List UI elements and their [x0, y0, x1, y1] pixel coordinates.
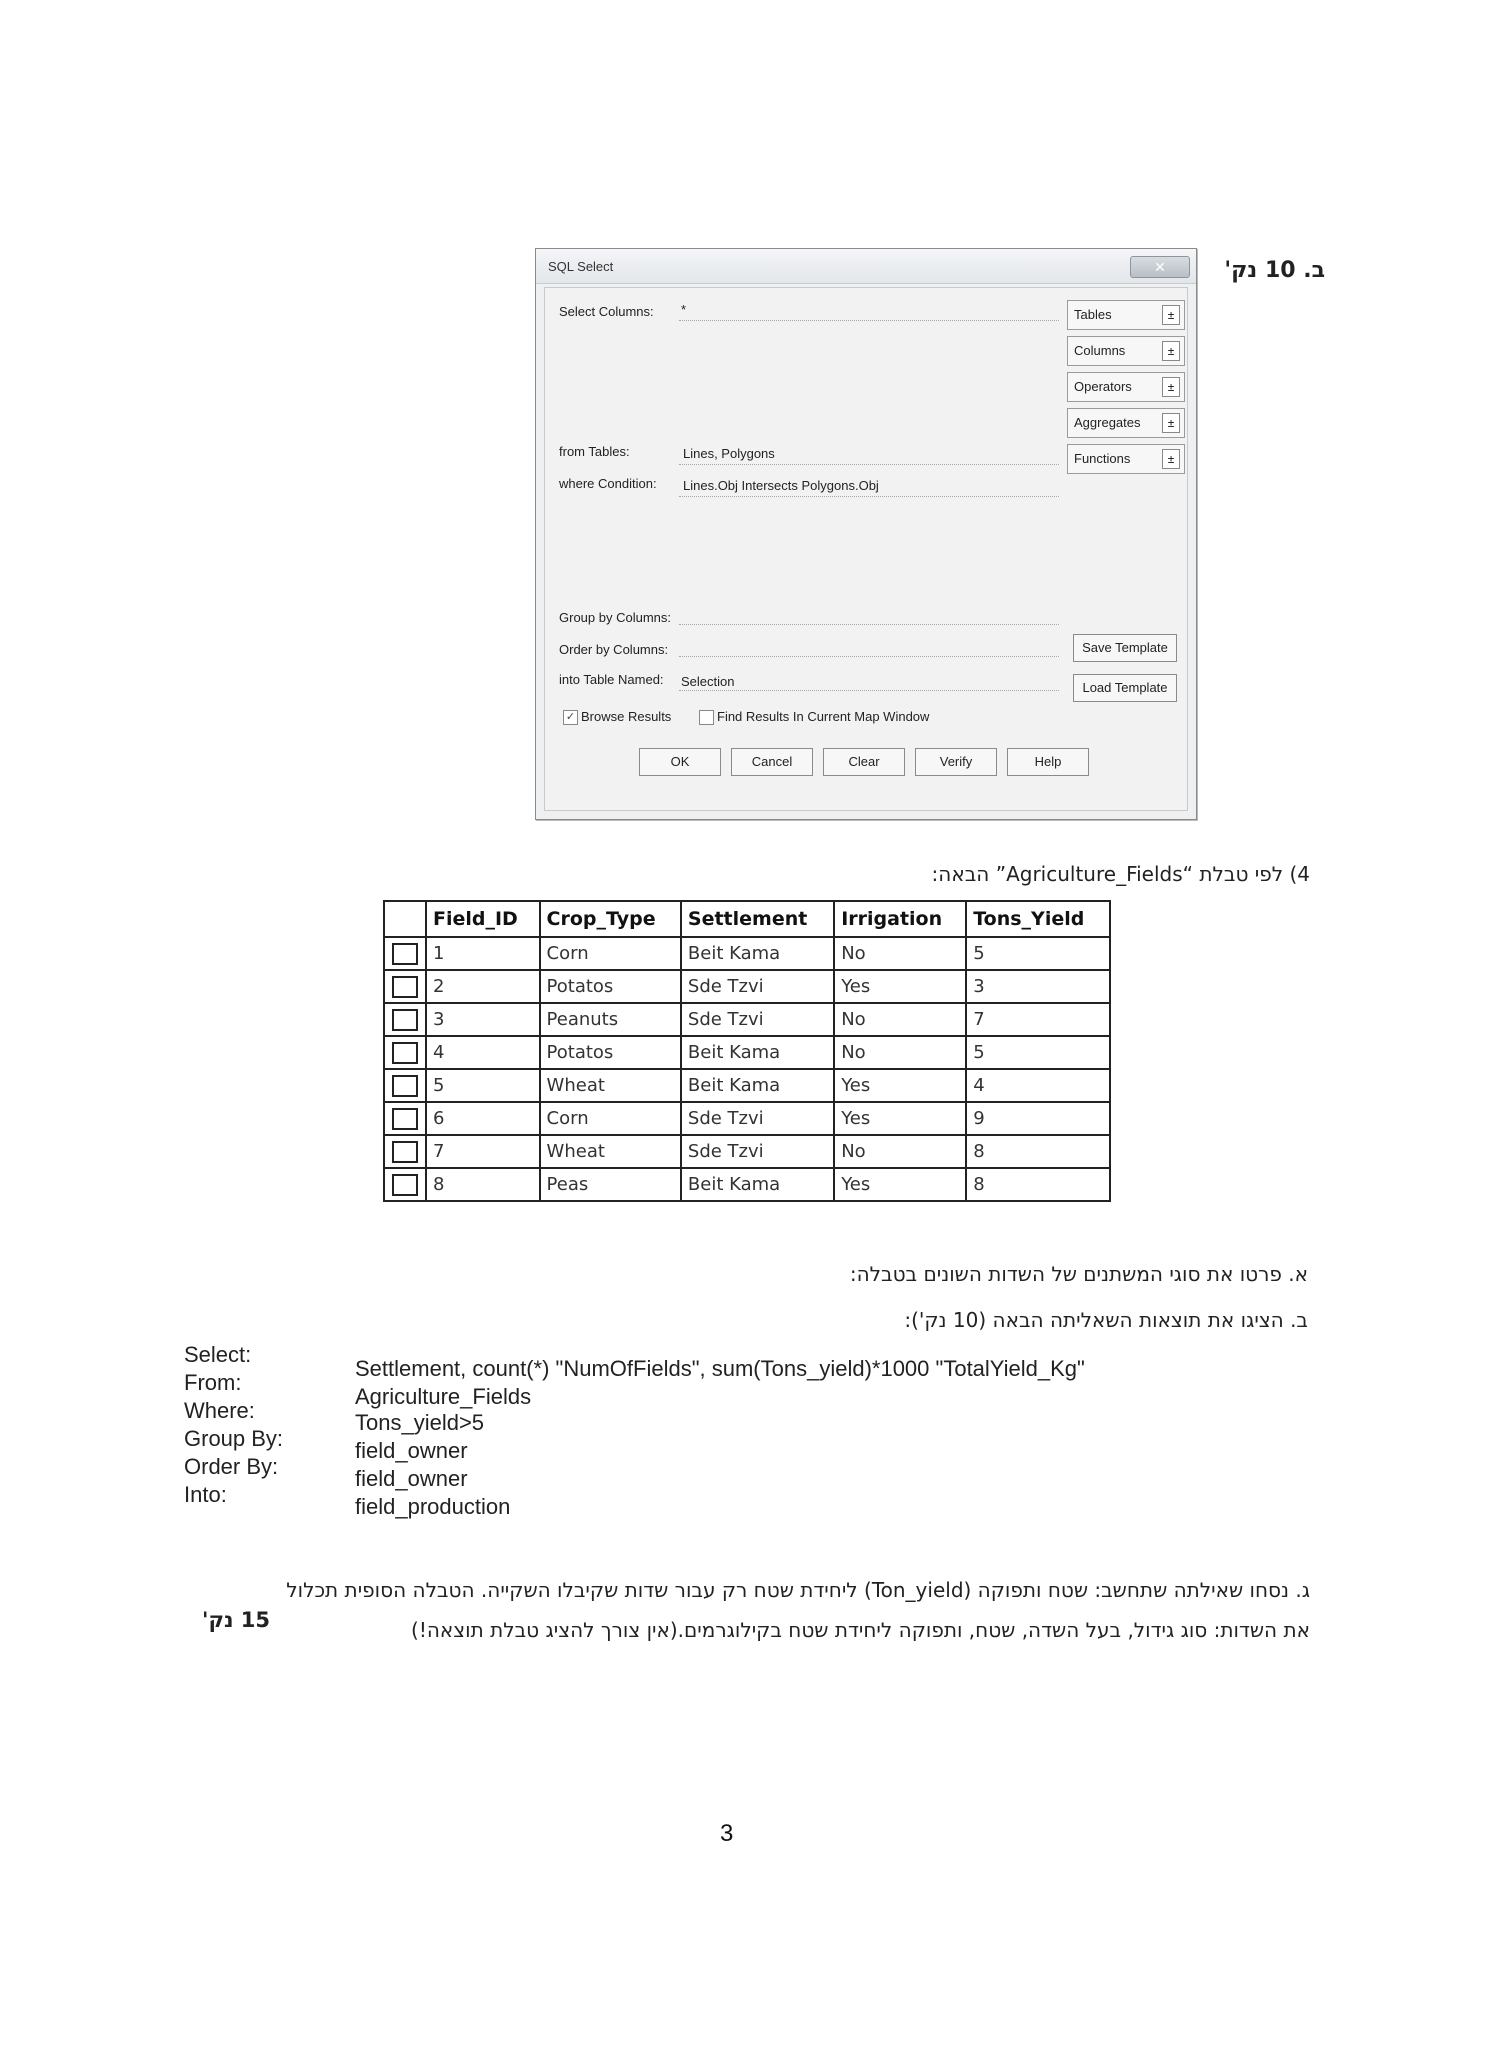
- operators-dropdown[interactable]: [1067, 372, 1185, 402]
- where-condition-underline: [679, 496, 1059, 497]
- aggregates-dropdown[interactable]: [1067, 408, 1185, 438]
- close-icon[interactable]: ✕: [1130, 256, 1190, 278]
- columns-dropdown-label: Columns: [1074, 343, 1126, 358]
- into-table-label: into Table Named:: [559, 672, 664, 687]
- query-from-key: From:: [184, 1370, 242, 1395]
- table-cell: Sde Tzvi: [681, 970, 834, 1003]
- table-cell: 6: [426, 1102, 540, 1135]
- aggregates-dropdown-label: Aggregates: [1074, 415, 1141, 430]
- help-button[interactable]: Help: [1007, 748, 1089, 776]
- table-row: [384, 1036, 1110, 1069]
- table-cell: Yes: [834, 1102, 966, 1135]
- row-selector[interactable]: [384, 1135, 426, 1168]
- cancel-button[interactable]: Cancel: [731, 748, 813, 776]
- select-columns-underline: [679, 320, 1059, 321]
- table-cell: Yes: [834, 970, 966, 1003]
- query-into-key: Into:: [184, 1482, 227, 1507]
- table-cell: 8: [966, 1168, 1110, 1201]
- row-checkbox[interactable]: [392, 1009, 418, 1031]
- into-table-underline: [679, 690, 1059, 691]
- table-row: [384, 937, 1110, 970]
- table-cell: Sde Tzvi: [681, 1102, 834, 1135]
- where-condition-label: where Condition:: [559, 476, 657, 491]
- table-cell: Wheat: [540, 1069, 681, 1102]
- dialog-titlebar: [536, 249, 1196, 284]
- query-groupby-key: Group By:: [184, 1426, 284, 1451]
- table-row: [384, 1069, 1110, 1102]
- table-cell: Corn: [540, 937, 681, 970]
- order-by-label: Order by Columns:: [559, 642, 669, 657]
- table-cell: Sde Tzvi: [681, 1003, 834, 1036]
- column-header: Field_ID: [426, 901, 540, 937]
- where-condition-input[interactable]: Lines.Obj Intersects Polygons.Obj: [683, 478, 879, 493]
- agriculture-fields-table: [383, 900, 1111, 1202]
- table-cell: Sde Tzvi: [681, 1135, 834, 1168]
- into-table-input[interactable]: Selection: [681, 674, 735, 689]
- query-orderby-value: field_owner: [355, 1466, 468, 1491]
- table-cell: 1: [426, 937, 540, 970]
- dropdown-arrow-icon: ±: [1162, 413, 1180, 433]
- question-b: ב. הציגו את תוצאות השאליתה הבאה (10 נק'):: [904, 1308, 1308, 1332]
- question-c-line1: ג. נסחו שאילתה שתחשב: שטח ותפוקה (Ton_yield) ליחידת שטח רק עבור שדות שקיבלו השקייה. הטבלה הסופית תכלול: [286, 1578, 1310, 1602]
- row-selector[interactable]: [384, 1003, 426, 1036]
- row-selector[interactable]: [384, 937, 426, 970]
- table-cell: 4: [966, 1069, 1110, 1102]
- table-cell: Peanuts: [540, 1003, 681, 1036]
- save-template-button[interactable]: Save Template: [1073, 634, 1177, 662]
- from-tables-input[interactable]: Lines, Polygons: [683, 446, 775, 461]
- query-groupby-value: field_owner: [355, 1438, 468, 1463]
- table-cell: Yes: [834, 1168, 966, 1201]
- table-body: [384, 937, 1110, 1201]
- query-into-value: field_production: [355, 1494, 511, 1519]
- column-header: Settlement: [681, 901, 834, 937]
- sql-select-dialog: [535, 248, 1197, 820]
- row-checkbox[interactable]: [392, 1042, 418, 1064]
- table-cell: No: [834, 1135, 966, 1168]
- page-number: 3: [720, 1820, 734, 1847]
- table-cell: Yes: [834, 1069, 966, 1102]
- functions-dropdown[interactable]: [1067, 444, 1185, 474]
- ok-button[interactable]: OK: [639, 748, 721, 776]
- query-select-value: Settlement, count(*) "NumOfFields", sum(Tons_yield)*1000 "TotalYield_Kg": [355, 1356, 1085, 1381]
- from-tables-underline: [679, 464, 1059, 465]
- table-cell: No: [834, 937, 966, 970]
- table-cell: Beit Kama: [681, 937, 834, 970]
- table-cell: Wheat: [540, 1135, 681, 1168]
- table-row: [384, 970, 1110, 1003]
- table-cell: Potatos: [540, 970, 681, 1003]
- table-cell: 3: [426, 1003, 540, 1036]
- query-where-key: Where:: [184, 1398, 255, 1423]
- table-cell: No: [834, 1003, 966, 1036]
- table-row: [384, 1003, 1110, 1036]
- section-b-points: ב. 10 נק': [1224, 258, 1325, 283]
- question-4-intro: 4) לפי טבלת “Agriculture_Fields” הבאה:: [931, 862, 1310, 886]
- dropdown-arrow-icon: ±: [1162, 341, 1180, 361]
- row-checkbox[interactable]: [392, 976, 418, 998]
- row-selector[interactable]: [384, 1069, 426, 1102]
- clear-button[interactable]: Clear: [823, 748, 905, 776]
- dialog-title: SQL Select: [548, 259, 614, 274]
- row-checkbox[interactable]: [392, 1174, 418, 1196]
- row-checkbox[interactable]: [392, 1075, 418, 1097]
- load-template-button[interactable]: Load Template: [1073, 674, 1177, 702]
- row-checkbox[interactable]: [392, 943, 418, 965]
- table-cell: Beit Kama: [681, 1168, 834, 1201]
- column-header: Tons_Yield: [966, 901, 1110, 937]
- table-cell: Beit Kama: [681, 1069, 834, 1102]
- table-cell: Corn: [540, 1102, 681, 1135]
- table-cell: No: [834, 1036, 966, 1069]
- columns-dropdown[interactable]: [1067, 336, 1185, 366]
- table-header-row: [384, 901, 1110, 937]
- table-cell: Peas: [540, 1168, 681, 1201]
- table-cell: 5: [966, 1036, 1110, 1069]
- group-by-label: Group by Columns:: [559, 610, 671, 625]
- dropdown-arrow-icon: ±: [1162, 377, 1180, 397]
- find-results-label: Find Results In Current Map Window: [717, 709, 930, 724]
- operators-dropdown-label: Operators: [1074, 379, 1132, 394]
- row-selector-header: [384, 901, 426, 937]
- table-cell: 8: [966, 1135, 1110, 1168]
- row-checkbox[interactable]: [392, 1141, 418, 1163]
- question-c-points: 15 נק': [202, 1608, 270, 1632]
- column-header: Irrigation: [834, 901, 966, 937]
- order-by-input[interactable]: [679, 656, 1059, 657]
- select-columns-label: Select Columns:: [559, 304, 654, 319]
- table-cell: 5: [966, 937, 1110, 970]
- table-cell: 3: [966, 970, 1110, 1003]
- tables-dropdown[interactable]: [1067, 300, 1185, 330]
- table-row: [384, 1168, 1110, 1201]
- row-checkbox[interactable]: [392, 1108, 418, 1130]
- dialog-body: [544, 287, 1188, 811]
- table-cell: 7: [966, 1003, 1110, 1036]
- group-by-input[interactable]: [679, 624, 1059, 625]
- table-cell: 4: [426, 1036, 540, 1069]
- table-cell: 5: [426, 1069, 540, 1102]
- column-header: Crop_Type: [540, 901, 681, 937]
- row-selector[interactable]: [384, 1168, 426, 1201]
- table-cell: 9: [966, 1102, 1110, 1135]
- table-cell: Beit Kama: [681, 1036, 834, 1069]
- table-cell: Potatos: [540, 1036, 681, 1069]
- row-selector[interactable]: [384, 970, 426, 1003]
- dropdown-arrow-icon: ±: [1162, 449, 1180, 469]
- query-select-key: Select:: [184, 1342, 252, 1367]
- select-columns-input[interactable]: *: [681, 302, 687, 317]
- table-row: [384, 1102, 1110, 1135]
- dropdown-arrow-icon: ±: [1162, 305, 1180, 325]
- query-orderby-key: Order By:: [184, 1454, 279, 1479]
- query-where-value: Tons_yield>5: [355, 1410, 485, 1435]
- row-selector[interactable]: [384, 1036, 426, 1069]
- query-from-value: Agriculture_Fields: [355, 1384, 532, 1409]
- tables-dropdown-label: Tables: [1074, 307, 1112, 322]
- question-a: א. פרטו את סוגי המשתנים של השדות השונים בטבלה:: [849, 1262, 1308, 1286]
- row-selector[interactable]: [384, 1102, 426, 1135]
- table-cell: 8: [426, 1168, 540, 1201]
- functions-dropdown-label: Functions: [1074, 451, 1131, 466]
- table-row: [384, 1135, 1110, 1168]
- verify-button[interactable]: Verify: [915, 748, 997, 776]
- question-c-line2: את השדות: סוג גידול, בעל השדה, שטח, ותפוקה ליחידת שטח בקילוגרמים.(אין צורך להציג טבלת תוצאה!): [411, 1618, 1310, 1642]
- browse-results-label: Browse Results: [581, 709, 672, 724]
- from-tables-label: from Tables:: [559, 444, 630, 459]
- find-results-checkbox[interactable]: [699, 710, 714, 725]
- table-cell: 2: [426, 970, 540, 1003]
- browse-results-checkbox[interactable]: ✓: [563, 710, 578, 725]
- table-cell: 7: [426, 1135, 540, 1168]
